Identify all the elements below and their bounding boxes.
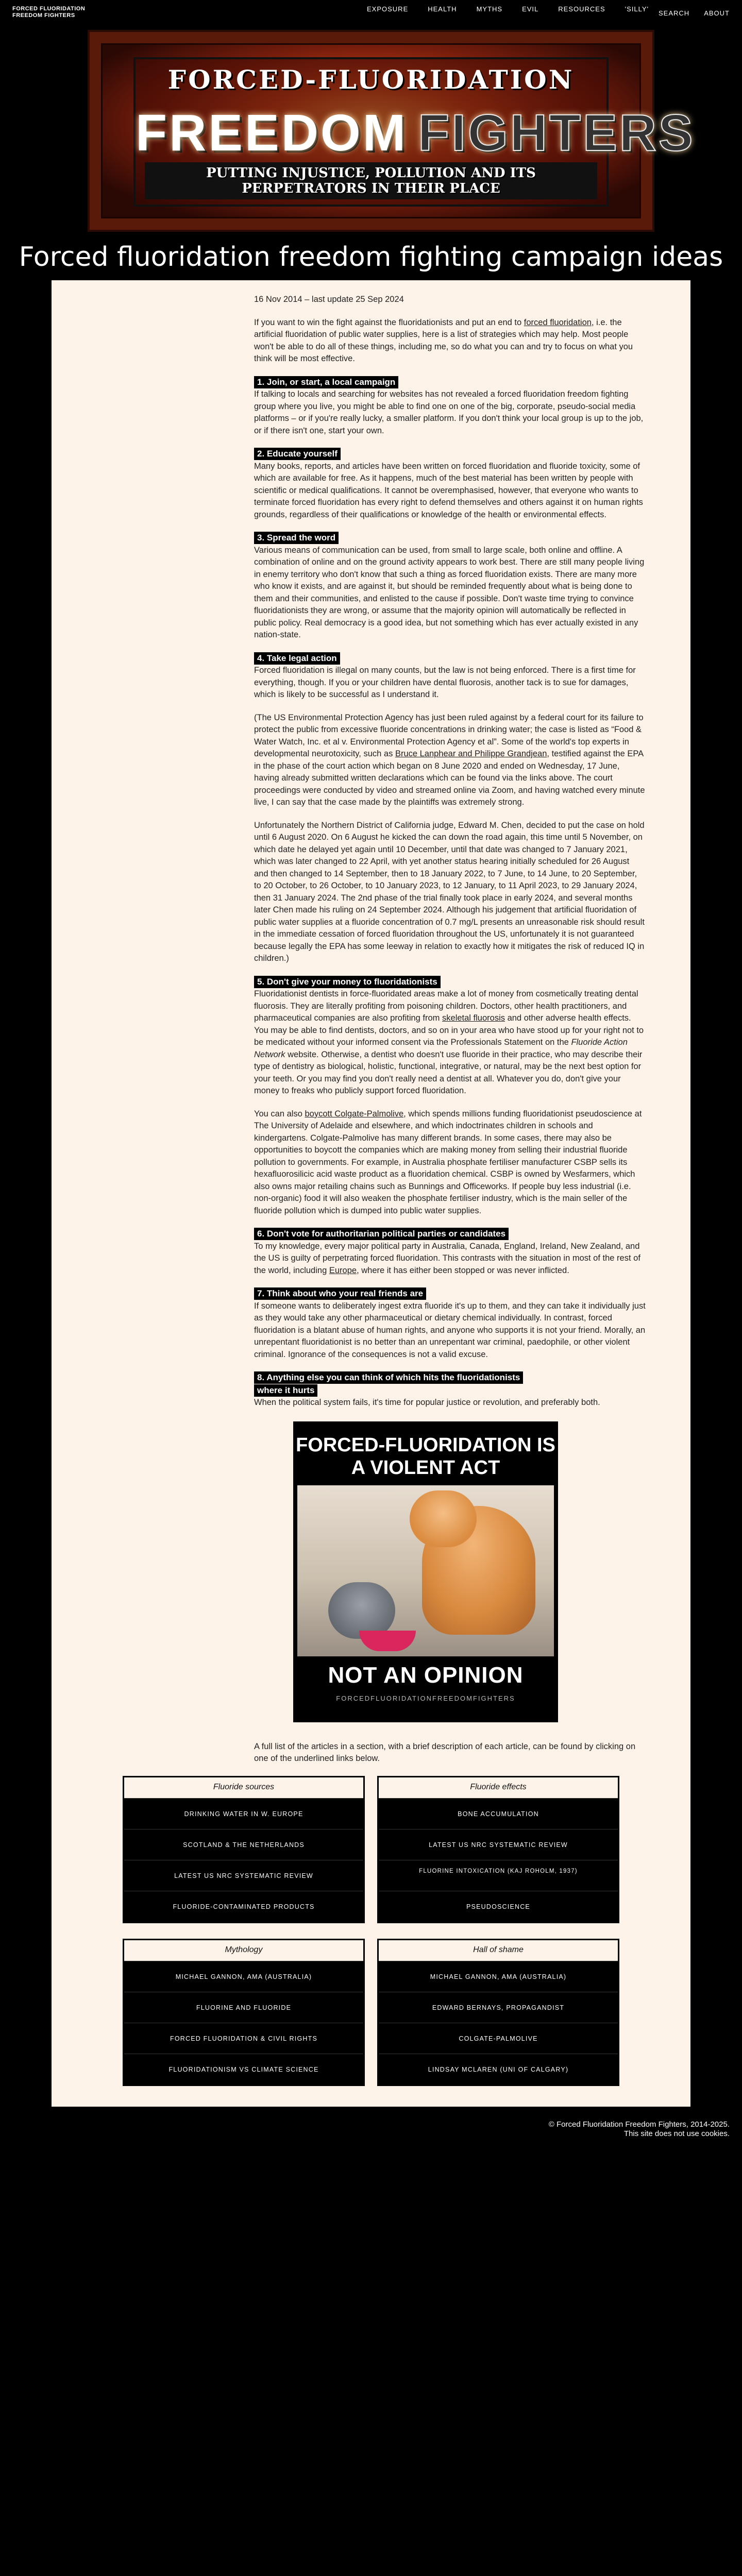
section-2-text: Many books, reports, and articles have been written on forced fluoridation and fluoride toxicity, some of which are available for free. As it happens, much of the best material has been written by people with scientific or medical qualifications. It cannot be overemphasised, however, that everyone who wants to terminate forced fluoridation has every right to defend themselves and others against it on human rights grounds, regardless of their qualifications or knowledge of the health or environmental effects.: [254, 461, 643, 519]
section-index: [123, 1776, 619, 2086]
banner-line-1: FORCED-FLUORIDATION: [167, 64, 575, 95]
section-5-text-1: [254, 988, 646, 1097]
search-link[interactable]: SEARCH: [659, 9, 690, 17]
forced-fluoridation-link[interactable]: forced fluoridation: [524, 317, 592, 327]
section-5: [254, 976, 646, 1217]
nav-health[interactable]: HEALTH: [428, 5, 457, 13]
toc-link[interactable]: PSEUDOSCIENCE: [379, 1891, 618, 1922]
toc-link[interactable]: MICHAEL GANNON, AMA (AUSTRALIA): [124, 1961, 363, 1992]
toc-box-mythology: [123, 1939, 365, 2086]
section-6-heading: 6. Don't vote for authoritarian political parties or candidates: [254, 1228, 509, 1240]
banner-artwork: [101, 43, 695, 218]
banner-frame: [133, 57, 695, 207]
site-brand[interactable]: [12, 6, 85, 19]
article-date: 16 Nov 2014 – last update 25 Sep 2024: [254, 295, 404, 304]
site-footer: [0, 2107, 742, 2149]
article-body: [254, 294, 646, 1409]
intro-paragraph: [254, 317, 646, 365]
section-5-heading: 5. Don't give your money to fluoridationists: [254, 976, 441, 988]
poster-headline: FORCED-FLUORIDATION IS A VIOLENT ACT: [296, 1434, 555, 1479]
banner-word-fighters: FIGHTERS: [418, 104, 695, 162]
toc-box-effects: [377, 1776, 619, 1923]
s6p1-text-b: , where it has either been stopped or was never inflicted.: [357, 1265, 569, 1275]
brand-line-1: FORCED FLUORIDATION: [12, 6, 86, 12]
toc-link[interactable]: BONE ACCUMULATION: [379, 1798, 618, 1829]
poster-cat-photo: [297, 1485, 554, 1656]
section-6-text: [254, 1241, 646, 1277]
toc-link[interactable]: FLUORINE AND FLUORIDE: [124, 1992, 363, 2023]
orange-cat-head: [410, 1490, 477, 1547]
section-1-text: If talking to locals and searching for websites has not revealed a forced fluoridation freedom fighting group where you live, you might be able to find one on one of the big, corporate, pseudo-social media platforms – or if you're really lucky, a smaller platform. If you don't think your local group is up to the job, or if there isn't one, start your own.: [254, 389, 644, 435]
s6p1-text-a: To my knowledge, every major political party in Australia, Canada, England, Ireland, New Zealand, and the US is guilty of perpetrating forced fluoridation. This contrasts with the situation in most of the rest of the world, including: [254, 1241, 640, 1275]
section-4: [254, 652, 646, 965]
section-1-heading: 1. Join, or start, a local campaign: [254, 376, 398, 388]
fan-name: Fluoride Action Network: [254, 1038, 628, 1059]
europe-link[interactable]: Europe: [329, 1265, 357, 1275]
nav-right: [644, 9, 730, 17]
boycott-colgate-link[interactable]: boycott Colgate-Palmolive: [305, 1109, 404, 1118]
toc-intro-block: [254, 1741, 646, 1765]
toc-title-sources[interactable]: Fluoride sources: [124, 1777, 363, 1798]
nav-resources[interactable]: RESOURCES: [558, 5, 605, 13]
section-5-text-2: [254, 1108, 646, 1217]
toc-title-shame[interactable]: Hall of shame: [379, 1940, 618, 1961]
campaign-poster: [293, 1421, 558, 1722]
banner-line-2: [136, 104, 695, 163]
section-8-text: When the political system fails, it's time for popular justice or revolution, and preferably both.: [254, 1398, 600, 1407]
lanphear-grandjean-link[interactable]: Bruce Lanphear and Philippe Grandjean: [395, 749, 547, 758]
toc-link[interactable]: LATEST US NRC SYSTEMATIC REVIEW: [379, 1829, 618, 1860]
toc-link[interactable]: SCOTLAND & THE NETHERLANDS: [124, 1829, 363, 1860]
toc-link[interactable]: EDWARD BERNAYS, PROPAGANDIST: [379, 1992, 618, 2023]
toc-intro: A full list of the articles in a section, with a brief description of each article, can be found by clicking on one of the underlined links below.: [254, 1741, 636, 1763]
section-8-heading-a: 8. Anything else you can think of which hits the fluoridationists: [254, 1371, 523, 1384]
toc-link[interactable]: DRINKING WATER IN W. EUROPE: [124, 1798, 363, 1829]
toc-link[interactable]: LINDSAY MCLAREN (UNI OF CALGARY): [379, 2054, 618, 2084]
s5p1-text-a: Fluoridationist dentists in force-fluoridated areas make a lot of money from cosmetically treating dental fluorosis. They are literally profiting from poisoning children. Doctors, other health practitioners, and pharmaceutical companies are also profiting from: [254, 989, 638, 1023]
poster-tagline: NOT AN OPINION: [328, 1662, 524, 1688]
section-2-heading: 2. Educate yourself: [254, 448, 341, 460]
s4p2-text-a: (The US Environmental Protection Agency has just been ruled against by a federal court for its failure to protect the public from excessive fluoride concentrations in drinking water; the case is listed as “Food & Water Watch, Inc. et al v. Environmental Protection Agency et al”. Some of the world's top experts in developmental neurotoxicity, such as: [254, 713, 644, 758]
nav-evil[interactable]: EVIL: [522, 5, 539, 13]
poster-credit: FORCEDFLUORIDATIONFREEDOMFIGHTERS: [336, 1694, 515, 1702]
nav-myths[interactable]: MYTHS: [476, 5, 503, 13]
section-3-text: Various means of communication can be used, from small to large scale, both online and offline. A combination of online and on the ground activity appears to work best. There are still many people living in enemy territory who don't know that such a thing as forced fluoridation exists. There are many more who know it exists, and are against it, but should be reminded frequently about what is being done to them and their communities, and enlisted to the cause if possible. Don't waste time trying to convince fluoridationists they are wrong, or assume that the majority opinion will automatically be reflected in public policy. Real democracy is a good idea, but not something which has ever actually existed in any nation-state.: [254, 545, 645, 639]
toc-link[interactable]: MICHAEL GANNON, AMA (AUSTRALIA): [379, 1961, 618, 1992]
nav-exposure[interactable]: EXPOSURE: [367, 5, 409, 13]
section-7: [254, 1287, 646, 1361]
section-7-heading: 7. Think about who your real friends are: [254, 1287, 426, 1300]
s5p2-text-b: , which spends millions funding fluoridationist pseudoscience at The University of Adelaide and elsewhere, and which indoctrinates children in schools and kindergartens. Colgate-Palmolive has many different brands. In some cases, there may also be opportunities to boycott the companies which are making money from selling their industrial fluoride pollution to governments. For example, in Australia phosphate fertiliser manufacturer CSBP sells its hexafluorosilicic acid waste product as a fluoridation chemical. CSBP is owned by Wesfarmers, which also owns major retailing chains such as Bunnings and Officeworks. If people buy less industrial (i.e. non-organic) food it will also weaken the phosphate fertiliser industry, which is the main seller of the fluoride pollution which is dumped into public water supplies.: [254, 1109, 642, 1215]
intro-text-b: , i.e. the artificial fluoridation of public water supplies, here is a list of strategies which may help. Most people won't be able to do all of these things, including me, so do what you can and try to focus on what you think will be most effective.: [254, 317, 633, 363]
toc-title-mythology[interactable]: Mythology: [124, 1940, 363, 1961]
about-link[interactable]: ABOUT: [704, 9, 730, 17]
section-2: [254, 448, 646, 521]
toc-box-sources: [123, 1776, 365, 1923]
toc-link[interactable]: FLUORIDATIONISM VS CLIMATE SCIENCE: [124, 2054, 363, 2084]
section-4-text-2: [254, 712, 646, 809]
banner-word-freedom: FREEDOM: [136, 104, 408, 162]
header-banner[interactable]: [88, 30, 695, 232]
section-8: [254, 1371, 646, 1409]
toc-link[interactable]: COLGATE-PALMOLIVE: [379, 2023, 618, 2054]
toc-link[interactable]: FLUORINE INTOXICATION (KAJ ROHOLM, 1937): [379, 1860, 618, 1891]
toc-link[interactable]: FORCED FLUORIDATION & CIVIL RIGHTS: [124, 2023, 363, 2054]
section-4-text-3: Unfortunately the Northern District of California judge, Edward M. Chen, decided to put the case on hold until 6 August 2020. On 6 August he kicked the can down the road again, this time until 5 November, on which date he delayed yet again until 10 December, until that date was changed to 7 January 2021, which was later changed to 22 April, with yet another status hearing initially scheduled for 26 August and then changed to 14 September, then to 18 January 2022, to 7 June, to 14 June, to 20 September, to 20 October, to 26 October, to 10 January 2023, to 12 January, to 11 April 2023, to 29 January 2024, then 31 January 2024. The 2nd phase of the trial finally took place in early 2024, and several months later Chen made his ruling on 24 September 2024. Although his judgement that artificial fluoridation of public water supplies at a fluoride concentration of 0.7 mg/L presents an unreasonable risk should result in the immediate cessation of forced fluoridation throughout the US, unfortunately it is not guaranteed because legally the EPA has some leeway in relation to exactly how it mitigates the risk of reduced IQ in children.): [254, 820, 645, 963]
section-3-heading: 3. Spread the word: [254, 532, 339, 544]
intro-text-a: If you want to win the fight against the fluoridationists and put an end to: [254, 317, 524, 327]
page-title: Forced fluoridation freedom fighting campaign ideas: [19, 242, 723, 273]
section-7-text: If someone wants to deliberately ingest extra fluoride it's up to them, and they can take it individually just as they would take any other pharmaceutical or dietary chemical individually. In contrast, forced fluoridation is a blatant abuse of human rights, and anyone who supports it is not your friend. Morally, an unrepentant fluoridationist is no better than an unrepentant war criminal, paedophile, or other violent criminal. Ignorance of the consequences is not a valid excuse.: [254, 1301, 646, 1359]
section-6: [254, 1228, 646, 1277]
section-8-heading-b: where it hurts: [254, 1384, 317, 1397]
main-menu: [367, 5, 668, 13]
content-panel: [52, 280, 690, 2107]
section-4-heading: 4. Take legal action: [254, 652, 340, 665]
section-4-text-1: Forced fluoridation is illegal on many counts, but the law is not being enforced. There is a first time for everything, though. If you or your children have dental fluorosis, another tack is to sue for damages, which is likely to be successful as I understand it.: [254, 666, 636, 699]
toc-link[interactable]: FLUORIDE-CONTAMINATED PRODUCTS: [124, 1891, 363, 1922]
footer-cookies: This site does not use cookies.: [623, 2129, 730, 2138]
s4p2-text-b: , testified against the EPA in the phase of the court action which began on 8 June 2020 and ended on Wednesday, 17 June, having already submitted written declarations which can be found via the links above. The court proceedings were conducted by video and streamed online via Zoom, and having watched every minute live, I can say that the case made by the plaintiffs was extremely strong.: [254, 749, 645, 807]
section-1: [254, 376, 646, 437]
toc-link[interactable]: LATEST US NRC SYSTEMATIC REVIEW: [124, 1860, 363, 1891]
banner-tagline: PUTTING INJUSTICE, POLLUTION AND ITS PERPETRATORS IN THEIR PLACE: [145, 162, 597, 199]
s5p1-text-b: and other adverse health effects. You may be able to find dentists, doctors, and so on in your area who have stood up for your right not to be medicated without your informed consent via the Professionals Statement on the: [254, 1013, 644, 1047]
toc-title-effects[interactable]: Fluoride effects: [379, 1777, 618, 1798]
s5p2-text-a: You can also: [254, 1109, 305, 1118]
water-bowl: [359, 1631, 416, 1651]
nav-silly[interactable]: 'SILLY': [625, 5, 649, 13]
skeletal-fluorosis-link[interactable]: skeletal fluorosis: [442, 1013, 505, 1023]
section-3: [254, 532, 646, 641]
footer-copyright: © Forced Fluoridation Freedom Fighters, 2014-2025.: [548, 2120, 730, 2129]
brand-line-2: FREEDOM FIGHTERS: [12, 12, 75, 19]
top-navigation: [0, 0, 742, 25]
toc-box-shame: [377, 1939, 619, 2086]
s5p1-text-c: website. Otherwise, a dentist who doesn't use fluoride in their practice, who may describe their type of dentistry as biological, holistic, functional, integrative, or natural, may be the next best option for your teeth. Or you may find you don't really need a dentist at all. Whatever you do, don't give your money to freaks who publicly support forced fluoridation.: [254, 1049, 643, 1095]
